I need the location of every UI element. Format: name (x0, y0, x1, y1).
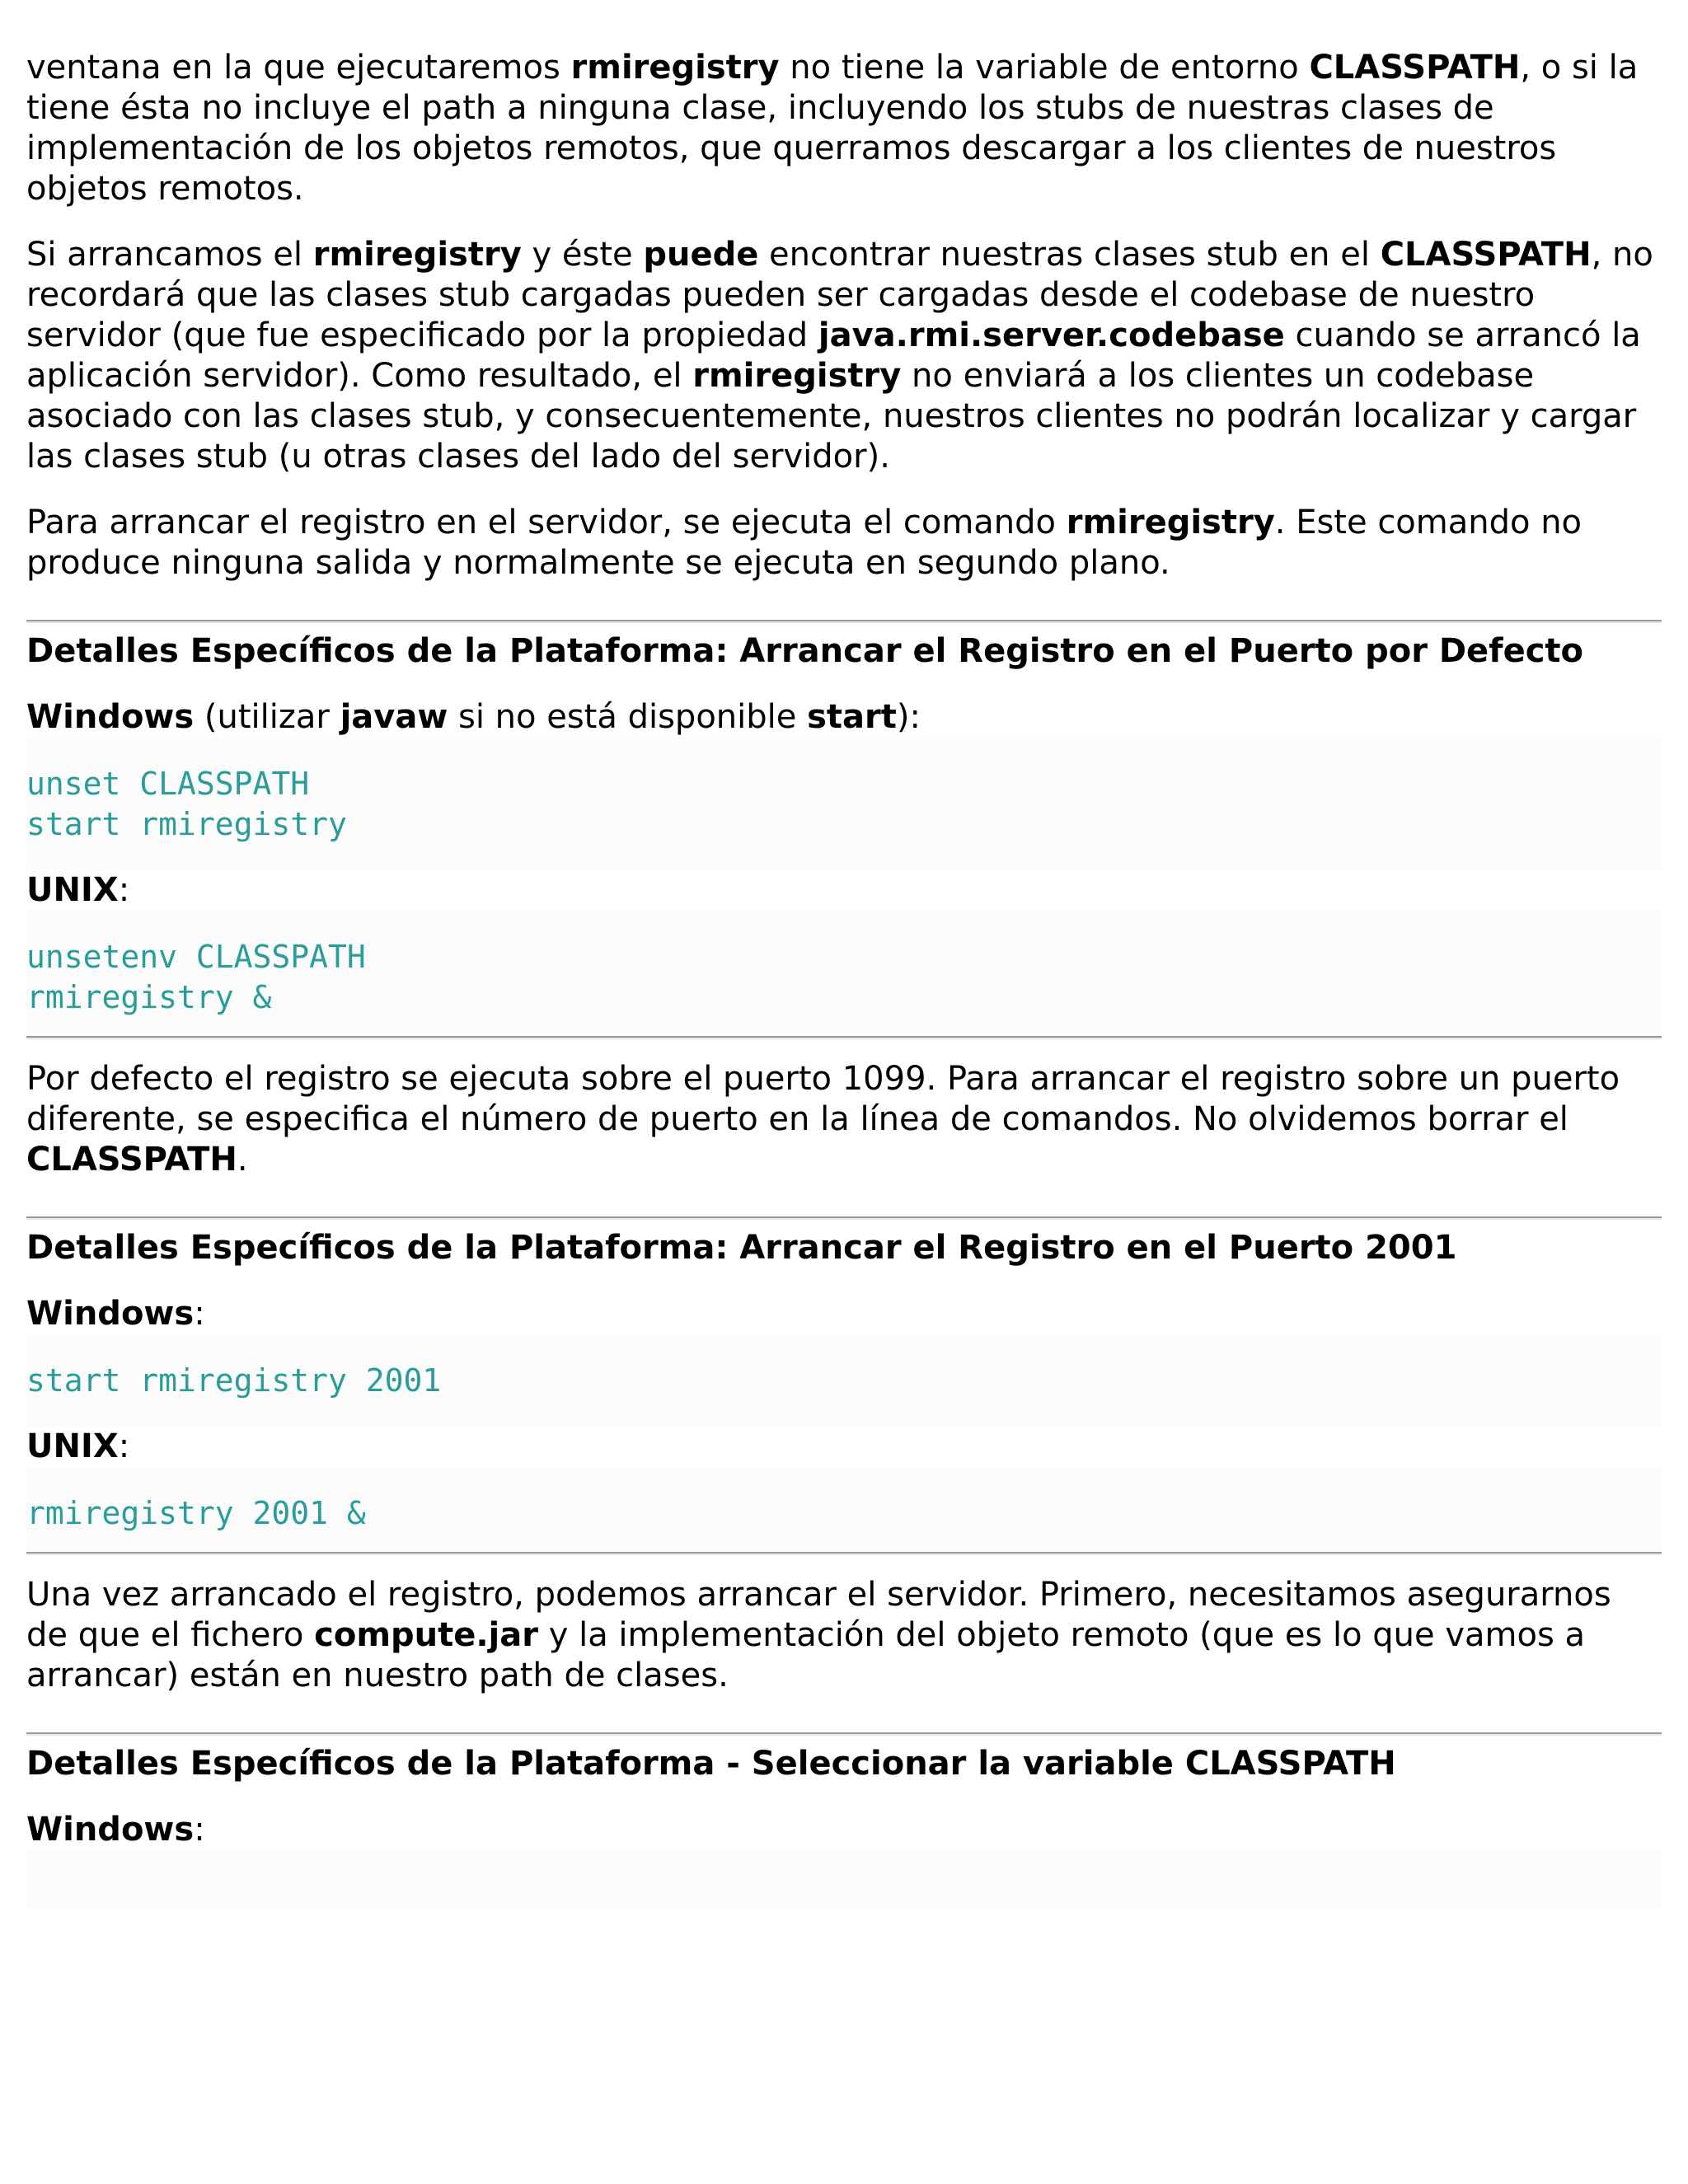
section-divider (26, 1036, 1662, 1039)
code-block-unix: unsetenv CLASSPATH rmiregistry & (26, 911, 1662, 1036)
text-run: Una vez arrancado el registro, podemos arrancar el servidor. Primero, necesitamos asegurarnos de que el fichero (26, 1576, 1611, 1654)
text-run: , o si la tiene ésta no incluye el path a ninguna clase, incluyendo los stubs de nuestras clases de implementación de los objetos remotos, que querramos descargar a los clientes de nuestros objetos remotos. (26, 49, 1639, 208)
platform-name: Windows (26, 1811, 195, 1849)
section-heading: Detalles Específicos de la Plataforma - Seleccionar la variable CLASSPATH (26, 1745, 1396, 1783)
bold-term: compute.jar (314, 1616, 538, 1654)
platform-name: UNIX (26, 871, 119, 909)
platform-name: Windows (26, 698, 195, 736)
bold-term: rmiregistry (312, 236, 522, 274)
text-run: ventana en la que ejecutaremos (26, 49, 571, 87)
text-run: si no está disponible (448, 698, 808, 736)
code-block-continued (26, 1850, 1662, 1908)
bold-term: CLASSPATH (1380, 236, 1592, 274)
section-divider (26, 1552, 1662, 1555)
document-page (26, 48, 1662, 1908)
text-run: : (194, 1295, 205, 1333)
paragraph-start-registry (26, 503, 1662, 583)
code-block-windows: start rmiregistry 2001 (26, 1334, 1662, 1427)
unix-label (26, 870, 1662, 911)
bold-term: CLASSPATH (26, 1141, 237, 1179)
windows-label (26, 697, 1662, 738)
bold-term: rmiregistry (570, 49, 780, 87)
platform-details-port-2001 (26, 1228, 1662, 1552)
text-run: . Este comando no produce ninguna salida y normalmente se ejecuta en segundo plano. (26, 504, 1582, 582)
paragraph-default-port (26, 1059, 1662, 1180)
text-run: : (194, 1811, 205, 1849)
section-heading: Detalles Específicos de la Plataforma: Arrancar el Registro en el Puerto por Defecto (26, 632, 1584, 670)
bold-term: puede (643, 236, 759, 274)
text-run: Si arrancamos el (26, 236, 313, 274)
section-heading: Detalles Específicos de la Plataforma: Arrancar el Registro en el Puerto 2001 (26, 1229, 1457, 1267)
platform-details-classpath (26, 1744, 1662, 1908)
text-run: . (237, 1141, 248, 1179)
code-block-windows: unset CLASSPATH start rmiregistry (26, 738, 1662, 870)
platform-name: UNIX (26, 1427, 119, 1465)
bold-term: rmiregistry (692, 357, 902, 395)
text-run: no enviará a los clientes un codebase asociado con las clases stub, y consecuentemente, nuestros clientes no podrán localizar y cargar las clases stub (u otras clases del lado del servidor). (26, 357, 1637, 476)
windows-label (26, 1294, 1662, 1334)
text-run: encontrar nuestras clases stub en el (758, 236, 1381, 274)
text-run: cuando se arrancó la aplicación servidor). Como resultado, el (26, 316, 1641, 395)
text-run: (utilizar (194, 698, 340, 736)
text-run: : (118, 871, 130, 909)
unix-label (26, 1427, 1662, 1467)
bold-term: start (807, 698, 897, 736)
text-run: y éste (521, 236, 644, 274)
bold-term: rmiregistry (1066, 504, 1275, 541)
paragraph-stub-codebase (26, 235, 1662, 477)
text-run: Para arrancar el registro en el servidor, se ejecuta el comando (26, 504, 1067, 541)
section-divider (26, 1216, 1662, 1220)
platform-details-default-port (26, 631, 1662, 1036)
bold-term: CLASSPATH (1309, 49, 1521, 87)
bold-term: javaw (340, 698, 448, 736)
section-divider (26, 620, 1662, 623)
text-run: no tiene la variable de entorno (779, 49, 1310, 87)
text-run: ): (896, 698, 921, 736)
text-run: y la implementación del objeto remoto (que es lo que vamos a arrancar) están en nuestro path de clases. (26, 1616, 1586, 1694)
code-block-unix: rmiregistry 2001 & (26, 1467, 1662, 1552)
text-run: : (118, 1427, 130, 1465)
paragraph-classpath-note (26, 48, 1662, 209)
windows-label (26, 1810, 1662, 1850)
section-divider (26, 1732, 1662, 1736)
platform-name: Windows (26, 1295, 195, 1333)
bold-term: java.rmi.server.codebase (818, 316, 1285, 354)
text-run: , no recordará que las clases stub cargadas pueden ser cargadas desde el codebase de nuestro servidor (que fue especificado por la propiedad (26, 236, 1653, 354)
paragraph-start-server (26, 1575, 1662, 1696)
text-run: Por defecto el registro se ejecuta sobre el puerto 1099. Para arrancar el registro sobre un puerto diferente, se especifica el número de puerto en la línea de comandos. No olvidemos borrar el (26, 1060, 1620, 1138)
